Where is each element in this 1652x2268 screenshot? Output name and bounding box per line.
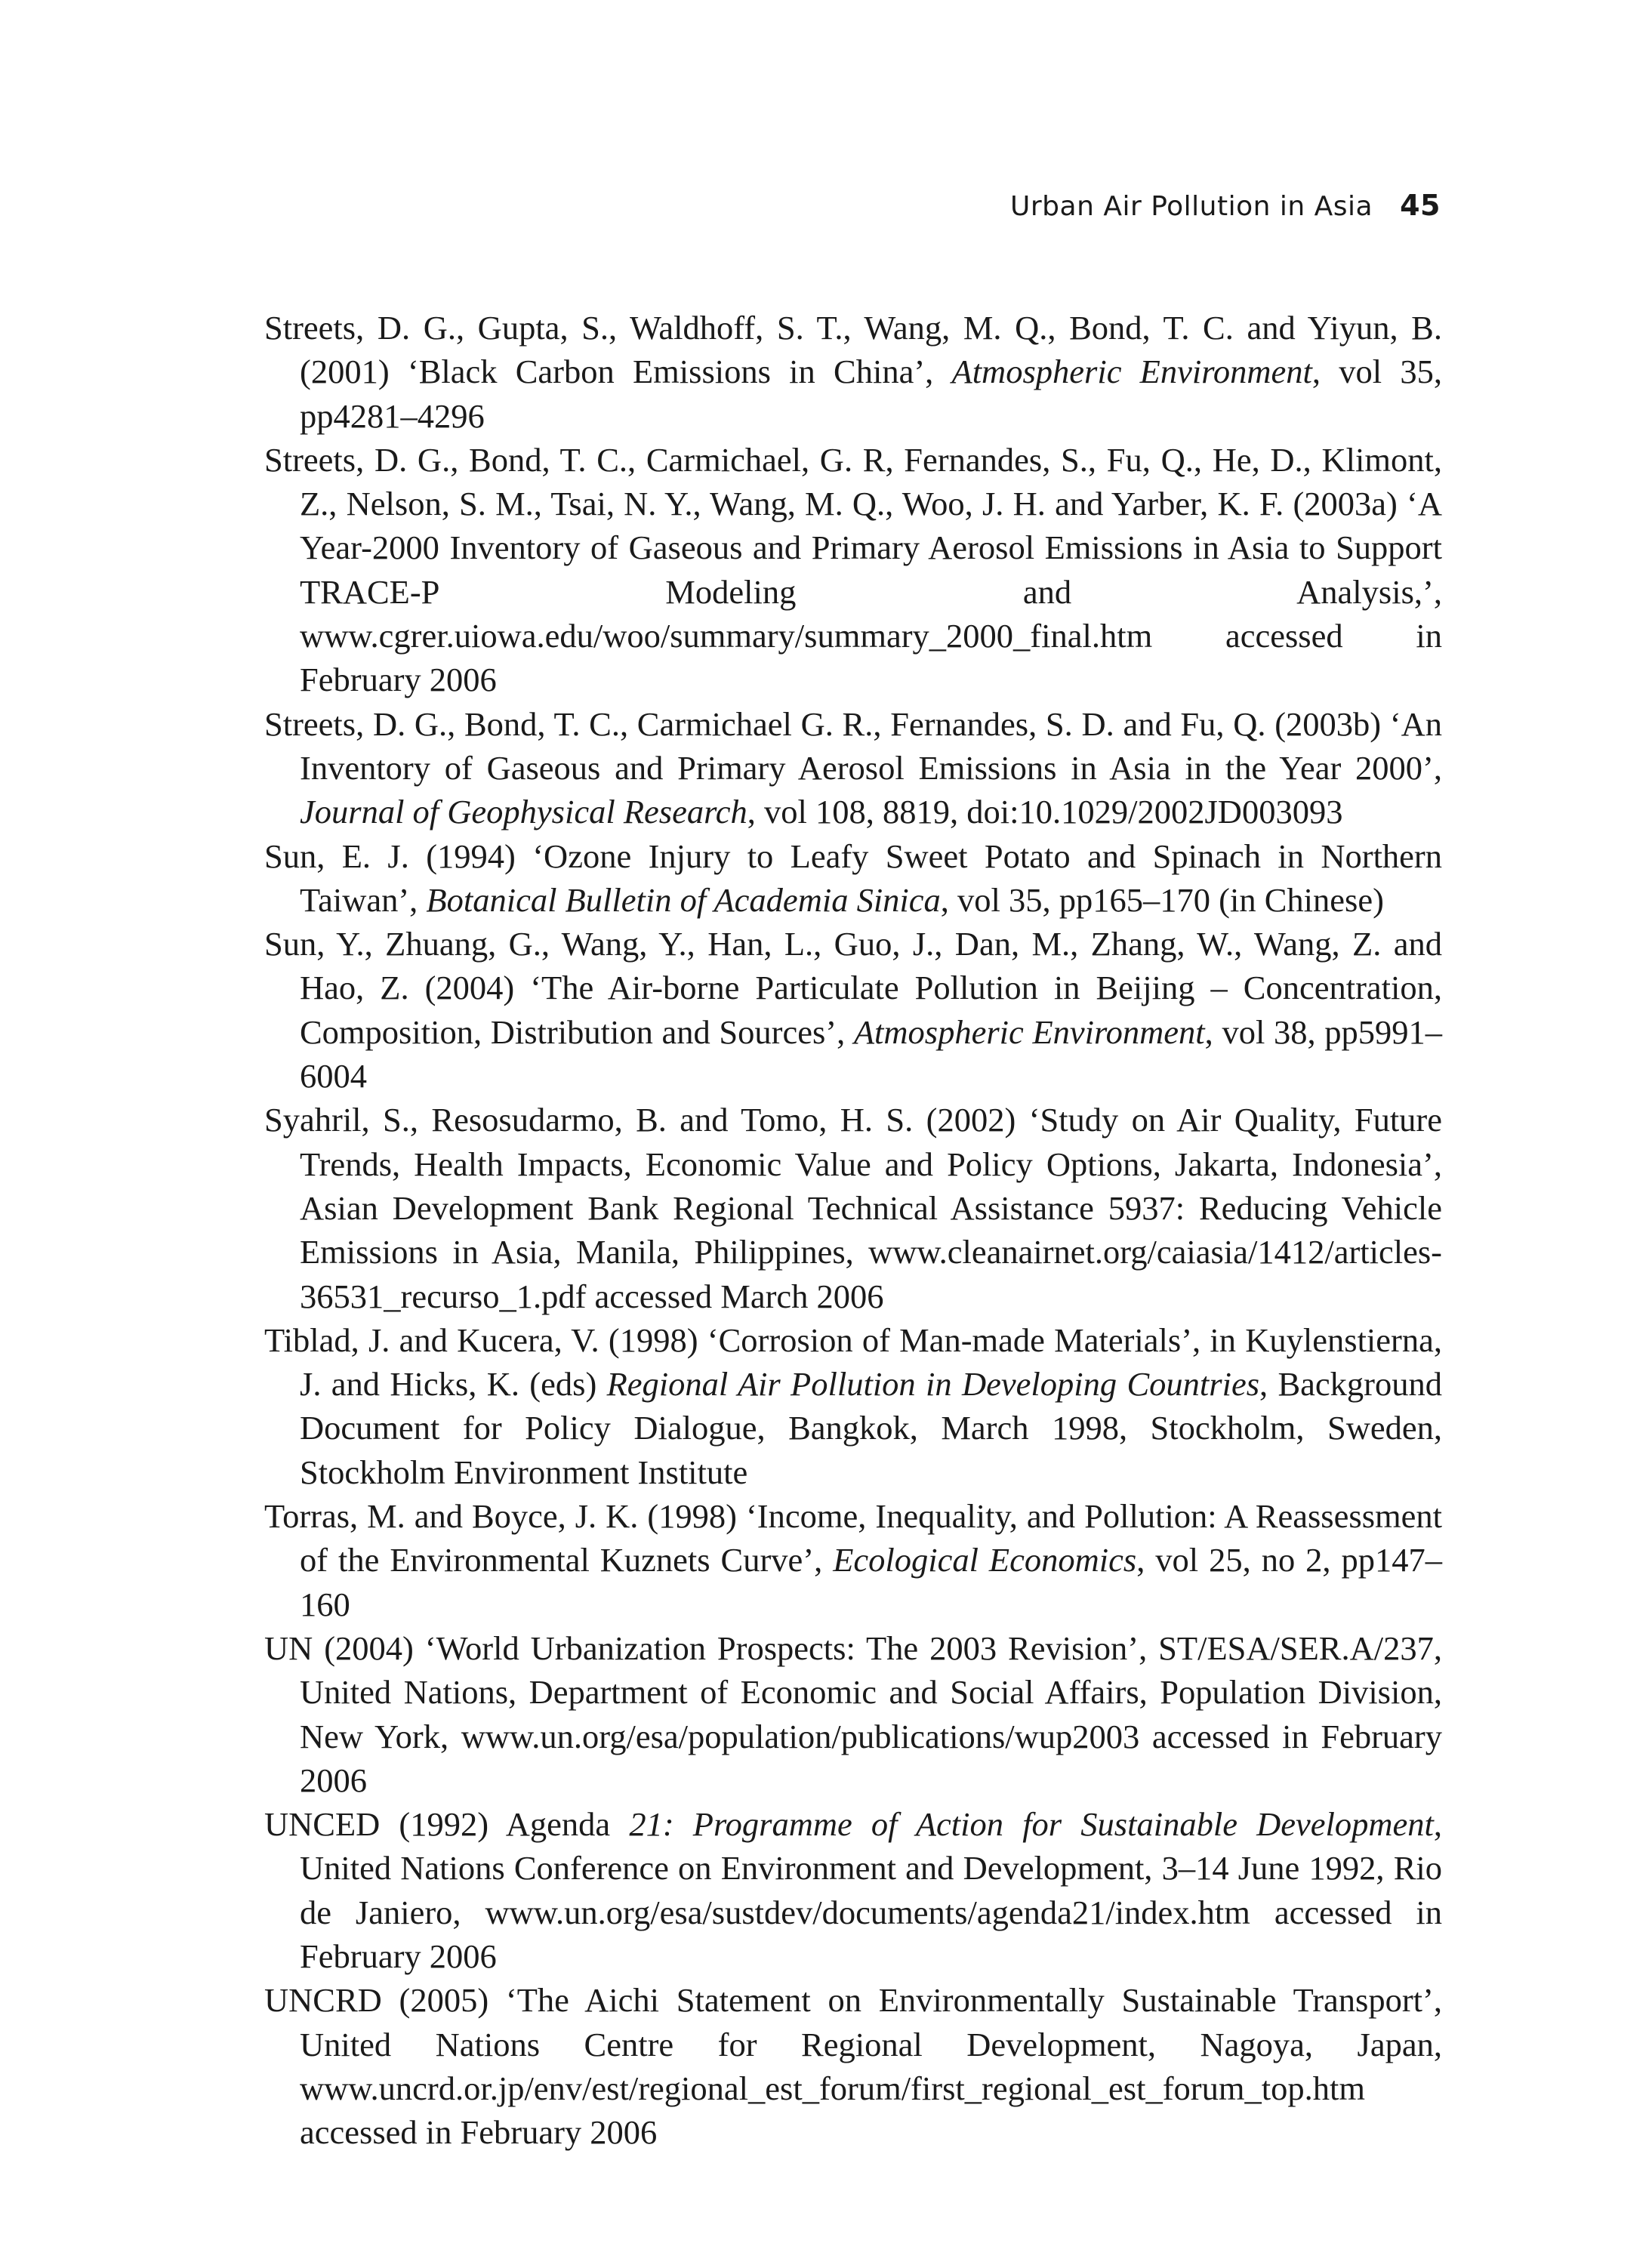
reference-entry: UN (2004) ‘World Urbanization Prospects: The 2003 Revision’, ST/ESA/SER.A/237, United Nations, Department of Economic and Social Affairs, Population Division, New York, www.un.org/esa/population/publications/wup2003 accessed in February 2006	[264, 1629, 1442, 1799]
reference-entry: Sun, Y., Zhuang, G., Wang, Y., Han, L., Guo, J., Dan, M., Zhang, W., Wang, Z. and Hao, Z. (2004) ‘The Air-borne Particulate Pollution in Beijing – Concentration, Composition, Distribution and Sources’, Atmospheric Environment, vol 38, pp5991–6004	[264, 925, 1442, 1095]
reference-entry: Streets, D. G., Gupta, S., Waldhoff, S. T., Wang, M. Q., Bond, T. C. and Yiyun, B. (2001) ‘Black Carbon Emissions in China’, Atmospheric Environment, vol 35, pp4281–4296	[264, 309, 1442, 435]
reference-entry: Streets, D. G., Bond, T. C., Carmichael, G. R, Fernandes, S., Fu, Q., He, D., Klimont, Z., Nelson, S. M., Tsai, N. Y., Wang, M. Q., Woo, J. H. and Yarber, K. F. (2003a) ‘A Year-2000 Inventory of Gaseous and Primary Aerosol Emissions in Asia to Support TRACE-P Modeling and Analysis,’, www.cgrer.uiowa.edu/woo/summary/summary_2000_final.htm accessed in February 2006	[264, 440, 1442, 699]
reference-entry: UNCED (1992) Agenda 21: Programme of Action for Sustainable Development, United Nations Conference on Environment and Development, 3–14 June 1992, Rio de Janiero, www.un.org/esa/sustdev/documents/agenda21/index.htm accessed in February 2006	[264, 1805, 1442, 1975]
reference-entry: Tiblad, J. and Kucera, V. (1998) ‘Corrosion of Man-made Materials’, in Kuylenstierna, J. and Hicks, K. (eds) Regional Air Pollution in Developing Countries, Background Document for Policy Dialogue, Bangkok, March 1998, Stockholm, Sweden, Stockholm Environment Institute	[264, 1320, 1442, 1491]
page-number: 45	[1400, 189, 1441, 222]
reference-entry: Syahril, S., Resosudarmo, B. and Tomo, H. S. (2002) ‘Study on Air Quality, Future Trends, Health Impacts, Economic Value and Policy Options, Jakarta, Indonesia’, Asian Development Bank Regional Technical Assistance 5937: Reducing Vehicle Emissions in Asia, Manila, Philippines, www.cleanairnet.org/caiasia/1412/articles-36531_recurso_1.pdf accessed March 2006	[264, 1101, 1442, 1315]
running-title: Urban Air Pollution in Asia	[1010, 191, 1373, 222]
reference-entry: Streets, D. G., Bond, T. C., Carmichael G. R., Fernandes, S. D. and Fu, Q. (2003b) ‘An Inventory of Gaseous and Primary Aerosol Emissions in Asia in the Year 2000’, Journal of Geophysical Research, vol 108, 8819, doi:10.1029/2002JD003093	[264, 704, 1442, 831]
reference-entry: Sun, E. J. (1994) ‘Ozone Injury to Leafy Sweet Potato and Spinach in Northern Taiwan’, Botanical Bulletin of Academia Sinica, vol 35, pp165–170 (in Chinese)	[264, 837, 1442, 919]
running-header	[1010, 189, 1441, 222]
reference-entry: Torras, M. and Boyce, J. K. (1998) ‘Income, Inequality, and Pollution: A Reassessment of the Environmental Kuznets Curve’, Ecological Economics, vol 25, no 2, pp147–160	[264, 1497, 1442, 1623]
reference-entry: UNCRD (2005) ‘The Aichi Statement on Environmentally Sustainable Transport’, United Nations Centre for Regional Development, Nagoya, Japan, www.uncrd.or.jp/env/est/regional_est_forum/first_regional_est_forum_top.htm accessed in February 2006	[264, 1981, 1442, 2152]
reference-list	[264, 306, 1442, 2154]
